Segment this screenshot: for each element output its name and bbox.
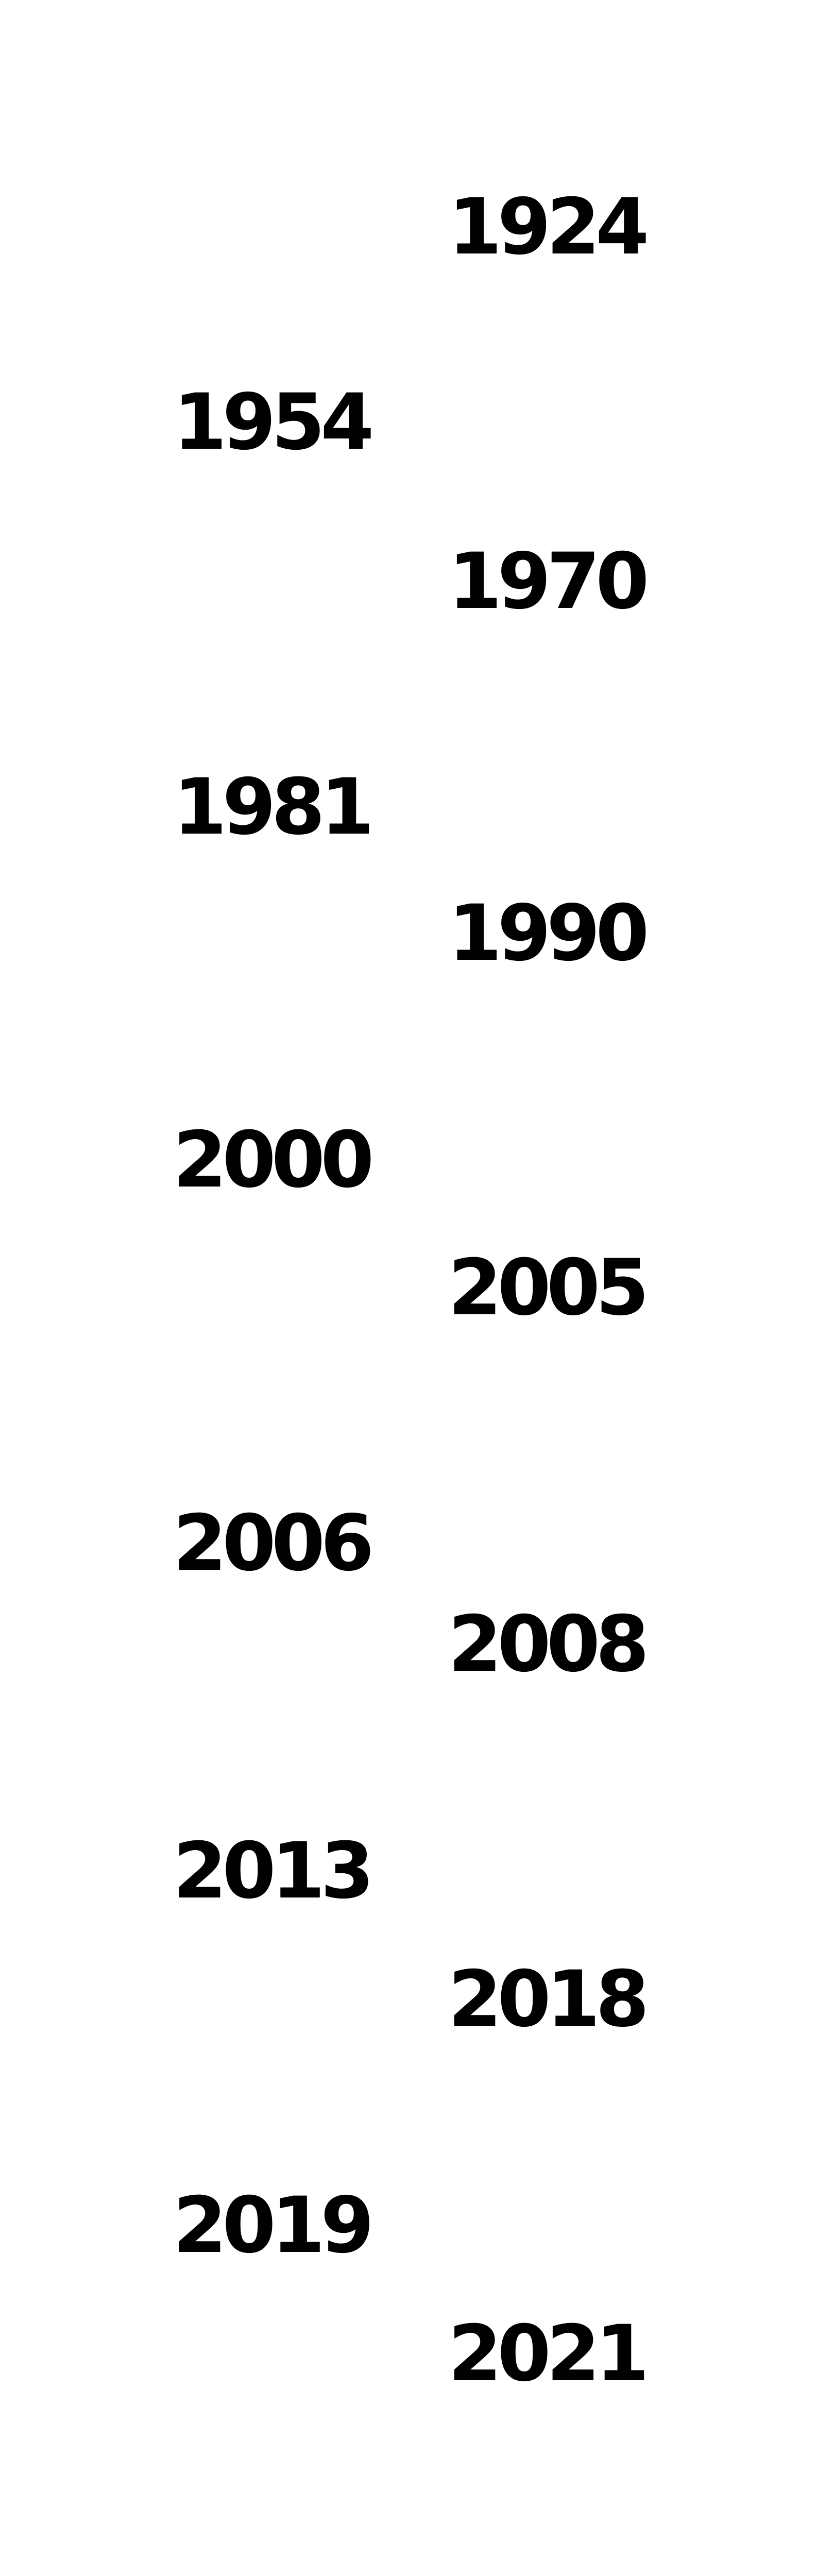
timeline-year-2021: 2021 (448, 2309, 645, 2399)
timeline-year-1981: 1981 (173, 762, 370, 852)
timeline-year-2019: 2019 (173, 2181, 370, 2270)
timeline-year-2006: 2006 (173, 1499, 370, 1588)
timeline-year-1990: 1990 (448, 889, 645, 978)
timeline-year-2013: 2013 (173, 1826, 370, 1916)
timeline-year-1970: 1970 (448, 537, 645, 626)
timeline-year-2000: 2000 (173, 1115, 370, 1205)
timeline-year-2018: 2018 (448, 1955, 645, 2044)
timeline-year-2005: 2005 (448, 1243, 645, 1333)
timeline-year-1924: 1924 (448, 182, 645, 272)
timeline-year-1954: 1954 (173, 378, 370, 467)
timeline-year-2008: 2008 (448, 1600, 645, 1689)
